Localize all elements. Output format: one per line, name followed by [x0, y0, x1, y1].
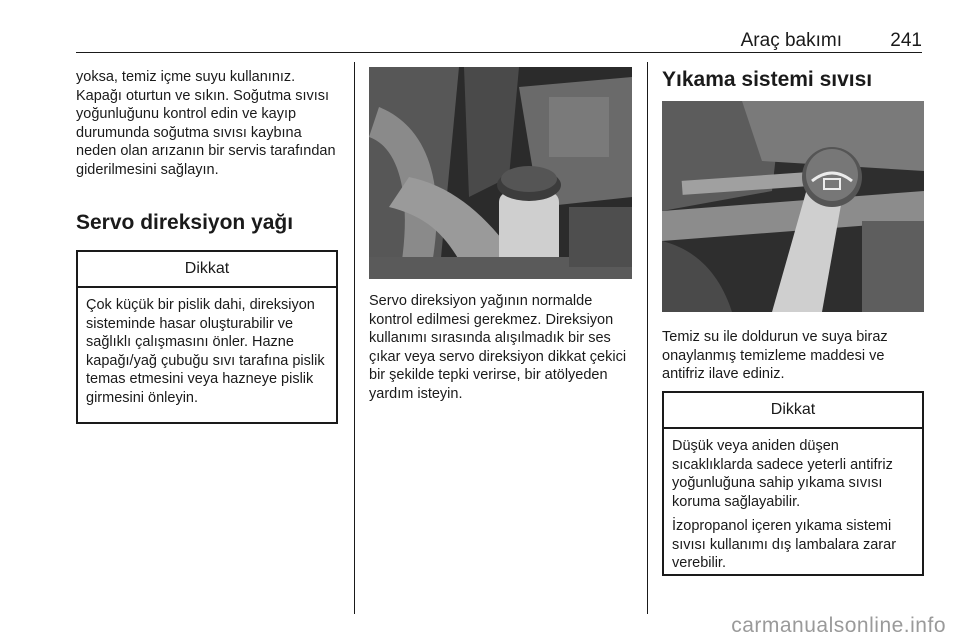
- page-number: 241: [890, 30, 922, 51]
- header-section-title: Araç bakımı: [740, 30, 842, 51]
- notice-text: Düşük veya aniden düşen sıcaklıklarda sadece yeterli antifriz yoğunluğuna sahip yıkama sıvısı koruma sağlayabilir.: [672, 438, 893, 510]
- column-divider-right: [647, 62, 648, 614]
- power-steering-text: Servo direksiyon yağının normalde kontrol edilmesi gerekmez. Direksiyon kullanımı sırasında alışılmadık bir ses çıkar veya servo direksiyon dikkat çekici bir şekilde tepki verirse, bir atölyeden yardım isteyin.: [369, 293, 627, 402]
- notice-title: Dikkat: [664, 393, 922, 429]
- watermark: carmanualsonline.info: [731, 614, 946, 637]
- header-divider: [76, 52, 922, 53]
- notice-title: Dikkat: [78, 252, 336, 288]
- power-steering-notice: [76, 250, 338, 424]
- washer-fluid-notice: [662, 391, 924, 576]
- notice-text: İzopropanol içeren yıkama sistemi sıvısı kullanımı dış lambalara zarar verebilir.: [672, 518, 897, 571]
- washer-fluid-heading: Yıkama sistemi sıvısı: [662, 68, 873, 91]
- power-steering-heading: Servo direksiyon yağı: [76, 211, 294, 234]
- washer-fluid-reservoir-photo: [662, 101, 924, 312]
- washer-fluid-text: Temiz su ile doldurun ve suya biraz onaylanmış temizleme maddesi ve antifriz ilave ediniz.: [662, 329, 888, 382]
- notice-text: Çok küçük bir pislik dahi, direksiyon sisteminde hasar oluşturabilir ve sağlıklı çalışmasını önler. Hazne kapağı/yağ çubuğu sıvı tarafına pislik temas etmesini veya hazneye pislik girmesini önleyin.: [86, 297, 325, 406]
- power-steering-reservoir-photo: [369, 67, 632, 279]
- coolant-continuation-text: yoksa, temiz içme suyu kullanınız. Kapağı oturtun ve sıkın. Soğutma sıvısı yoğunluğunu kontrol edin ve kayıp durumunda soğutma sıvısı kaybına neden olan arızanın bir servis tarafından giderilmesini sağlayın.: [76, 69, 336, 178]
- column-divider-left: [354, 62, 355, 614]
